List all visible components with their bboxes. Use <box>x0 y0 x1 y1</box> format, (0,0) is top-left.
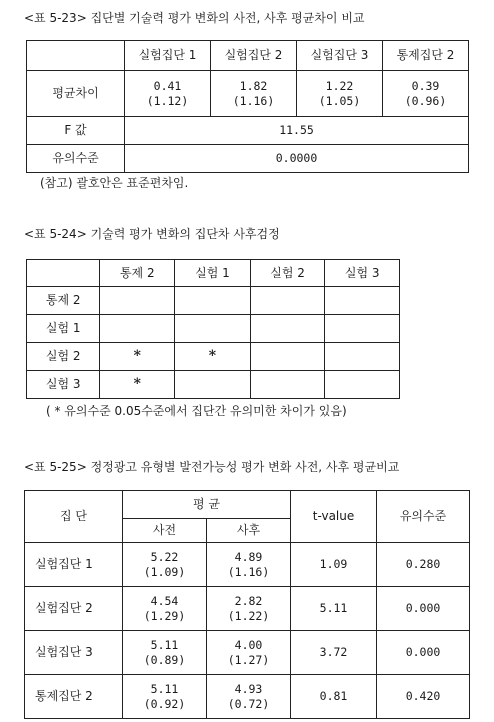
cell <box>250 343 325 371</box>
cell-t-value: 1.09 <box>291 543 377 587</box>
cell-significance: 0.000 <box>377 587 470 631</box>
table-5-24-header-row <box>27 260 400 287</box>
table-row <box>27 343 400 371</box>
header-t-value: t-value <box>291 491 377 543</box>
table-5-23-caption: <표 5-23> 집단별 기술력 평가 변화의 사전, 사후 평균차이 비교 <box>24 11 365 25</box>
cell-t-value: 5.11 <box>291 587 377 631</box>
cell <box>175 371 251 399</box>
table-5-23-note: (참고) 괄호안은 표준편차임. <box>40 176 189 190</box>
header-ctrl2: 통제집단 2 <box>383 41 469 71</box>
row-label-ctrl2: 통제 2 <box>27 287 100 315</box>
table-row <box>27 315 400 343</box>
table-5-23-header-row <box>27 41 469 71</box>
cell-f-value: 11.55 <box>125 117 469 145</box>
cell-post: 4.93 (0.72) <box>207 675 291 719</box>
cell-pre: 5.11 (0.92) <box>123 675 207 719</box>
table-5-25 <box>24 490 470 719</box>
header-empty <box>27 41 125 71</box>
significance-star: * <box>100 371 175 399</box>
header-exp3: 실험 3 <box>325 260 400 287</box>
row-label-f-value: F 값 <box>27 117 125 145</box>
cell-pre: 5.11 (0.89) <box>123 631 207 675</box>
cell-mean-exp1: 0.41 (1.12) <box>125 71 211 117</box>
table-row <box>27 287 400 315</box>
cell-pre: 5.22 (1.09) <box>123 543 207 587</box>
row-label-mean-diff: 평균차이 <box>27 71 125 117</box>
table-row <box>25 543 470 587</box>
table-5-25-caption: <표 5-25> 정정광고 유형별 발전가능성 평가 변화 사전, 사후 평균비교 <box>24 460 400 474</box>
row-label-group: 통제집단 2 <box>25 675 123 719</box>
cell <box>325 371 400 399</box>
table-5-24-caption: <표 5-24> 기술력 평가 변화의 집단차 사후검정 <box>24 227 280 241</box>
header-exp1: 실험집단 1 <box>125 41 211 71</box>
table-5-23 <box>26 40 469 173</box>
table-row <box>25 587 470 631</box>
row-label-exp3: 실험 3 <box>27 371 100 399</box>
table-row <box>25 631 470 675</box>
cell-significance: 0.280 <box>377 543 470 587</box>
row-label-group: 실험집단 2 <box>25 587 123 631</box>
cell <box>100 287 175 315</box>
cell <box>100 315 175 343</box>
header-ctrl2: 통제 2 <box>100 260 175 287</box>
row-label-group: 실험집단 3 <box>25 631 123 675</box>
header-empty <box>27 260 100 287</box>
cell <box>250 287 325 315</box>
cell-pre: 4.54 (1.29) <box>123 587 207 631</box>
cell-t-value: 0.81 <box>291 675 377 719</box>
cell <box>250 371 325 399</box>
cell-mean-ctrl2: 0.39 (0.96) <box>383 71 469 117</box>
cell-significance: 0.0000 <box>125 145 469 173</box>
header-group: 집 단 <box>25 491 123 543</box>
row-label-group: 실험집단 1 <box>25 543 123 587</box>
row-label-exp2: 실험 2 <box>27 343 100 371</box>
header-pre: 사전 <box>123 519 207 543</box>
cell <box>175 315 251 343</box>
table-row <box>25 675 470 719</box>
header-exp2: 실험 2 <box>250 260 325 287</box>
header-exp2: 실험집단 2 <box>211 41 297 71</box>
table-5-23-mean-row <box>27 71 469 117</box>
cell-mean-exp2: 1.82 (1.16) <box>211 71 297 117</box>
table-5-23-f-row <box>27 117 469 145</box>
cell-mean-exp3: 1.22 (1.05) <box>297 71 383 117</box>
cell <box>175 287 251 315</box>
table-5-24 <box>26 259 400 399</box>
table-row <box>27 371 400 399</box>
row-label-significance: 유의수준 <box>27 145 125 173</box>
significance-star: * <box>100 343 175 371</box>
header-mean: 평 균 <box>123 491 291 519</box>
cell <box>325 343 400 371</box>
cell <box>325 287 400 315</box>
header-exp1: 실험 1 <box>175 260 251 287</box>
table-5-23-sig-row <box>27 145 469 173</box>
header-post: 사후 <box>207 519 291 543</box>
header-exp3: 실험집단 3 <box>297 41 383 71</box>
cell-post: 4.00 (1.27) <box>207 631 291 675</box>
table-5-24-note: ( * 유의수준 0.05수준에서 집단간 유의미한 차이가 있음) <box>46 404 347 418</box>
header-significance: 유의수준 <box>377 491 470 543</box>
cell-t-value: 3.72 <box>291 631 377 675</box>
significance-star: * <box>175 343 251 371</box>
cell-significance: 0.420 <box>377 675 470 719</box>
cell <box>325 315 400 343</box>
row-label-exp1: 실험 1 <box>27 315 100 343</box>
cell-post: 4.89 (1.16) <box>207 543 291 587</box>
cell-post: 2.82 (1.22) <box>207 587 291 631</box>
cell <box>250 315 325 343</box>
cell-significance: 0.000 <box>377 631 470 675</box>
table-5-25-header-row-1 <box>25 491 470 519</box>
